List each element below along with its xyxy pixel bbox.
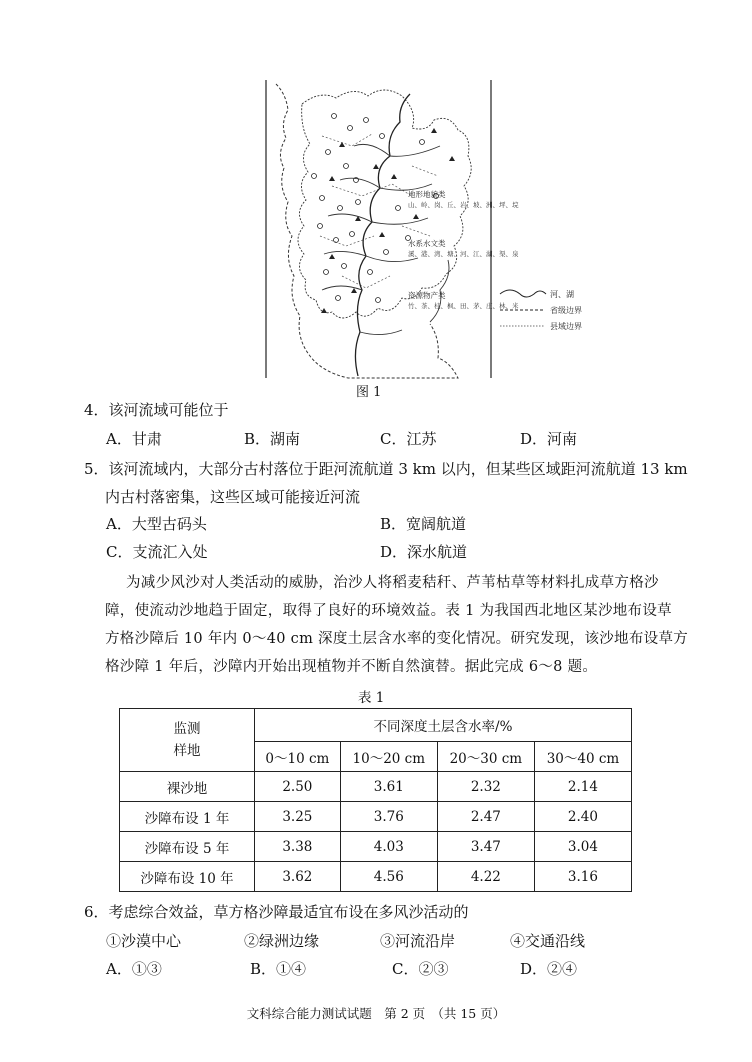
column-header: 20～30 cm [437, 742, 534, 772]
q6-item-1: ①沙漠中心 [106, 932, 182, 950]
q6-option-d: D．②④ [520, 960, 578, 978]
county-lines [320, 134, 438, 288]
row-header-line1: 监测 [173, 721, 201, 737]
q6-item-3: ③河流沿岸 [380, 932, 456, 950]
q6-stem: 6．考虑综合效益，草方格沙障最适宜布设在多风沙活动的 [84, 903, 469, 921]
q5-option-a: A．大型古码头 [106, 515, 207, 533]
legend-water-title: 水系水文类 [408, 239, 446, 248]
legend-county-label: 县域边界 [550, 322, 582, 331]
passage-line-2: 障，使流动沙地趋于固定，取得了良好的环境效益。表 1 为我国西北地区某沙地布设草 [105, 603, 672, 619]
figure-caption: 图 1 [356, 385, 382, 400]
q6-option-b: B．①④ [250, 960, 307, 978]
q4-option-a: A．甘肃 [106, 430, 162, 448]
triangle-markers [321, 128, 455, 313]
row-label: 沙障布设 1 年 [120, 802, 255, 832]
table-row [120, 832, 632, 862]
table-cell: 3.62 [255, 862, 341, 892]
row-header-cell [120, 709, 255, 772]
table-cell: 2.40 [534, 802, 631, 832]
row-label: 沙障布设 5 年 [120, 832, 255, 862]
q5-option-d: D．深水航道 [380, 543, 468, 561]
passage-line-4: 格沙障 1 年后，沙障内开始出现植物并不断自然演替。据此完成 6～8 题。 [105, 659, 598, 675]
q4-option-d: D．河南 [520, 430, 578, 448]
column-header: 10～20 cm [340, 742, 437, 772]
legend-water-items: 溪、港、湾、塘、河、江、湖、渠、泉 [408, 250, 519, 258]
legend-terrain-items: 山、岭、岗、丘、岩、坡、洲、坪、垸 [408, 201, 519, 209]
q5-stem-line2: 内古村落密集，这些区域可能接近河流 [105, 488, 361, 506]
q6-option-a: A．①③ [106, 960, 162, 978]
table-cell: 4.56 [340, 862, 437, 892]
table-cell: 3.04 [534, 832, 631, 862]
group-header: 不同深度土层含水率/% [255, 709, 632, 742]
legend-terrain-title: 地形地貌类 [408, 190, 446, 199]
table-cell: 3.16 [534, 862, 631, 892]
table-cell: 2.50 [255, 772, 341, 802]
table-cell: 2.14 [534, 772, 631, 802]
table-title: 表 1 [358, 690, 385, 706]
table-cell: 3.76 [340, 802, 437, 832]
column-header: 0～10 cm [255, 742, 341, 772]
table-cell: 4.03 [340, 832, 437, 862]
q6-item-2: ②绿洲边缘 [244, 932, 320, 950]
legend-province-label: 省级边界 [550, 306, 582, 315]
figure-1-map [262, 76, 592, 388]
legend-river-label: 河、湖 [550, 290, 574, 299]
table-cell: 4.22 [437, 862, 534, 892]
table-cell: 3.61 [340, 772, 437, 802]
column-header: 30～40 cm [534, 742, 631, 772]
q5-option-c: C．支流汇入处 [106, 543, 208, 561]
soil-moisture-table [119, 708, 632, 892]
table-cell: 3.38 [255, 832, 341, 862]
page-footer: 文科综合能力测试试题 第 2 页 （共 15 页） [246, 1006, 506, 1021]
row-header-line2: 样地 [173, 743, 201, 759]
table-cell: 3.47 [437, 832, 534, 862]
table-row [120, 862, 632, 892]
legend-resource-title: 资源物产类 [408, 291, 446, 300]
q4-option-b: B．湖南 [244, 430, 301, 448]
table-row [120, 802, 632, 832]
q4-stem: 4．该河流域可能位于 [84, 401, 229, 419]
q5-option-b: B．宽阔航道 [380, 515, 467, 533]
q6-item-4: ④交通沿线 [510, 932, 586, 950]
table-cell: 3.25 [255, 802, 341, 832]
q4-option-c: C．江苏 [380, 430, 437, 448]
passage-line-1: 为减少风沙对人类活动的威胁，治沙人将稻麦秸秆、芦苇枯草等材料扎成草方格沙 [126, 575, 659, 591]
table-row [120, 772, 632, 802]
row-label: 沙障布设 10 年 [120, 862, 255, 892]
legend-resource-items: 竹、茶、桂、枫、田、茅、庄、林、米 [408, 302, 519, 310]
row-label: 裸沙地 [120, 772, 255, 802]
q6-option-c: C．②③ [392, 960, 449, 978]
passage-line-3: 方格沙障后 10 年内 0～40 cm 深度土层含水率的变化情况。研究发现，该沙地布设草方 [105, 631, 689, 647]
q5-stem-line1: 5．该河流域内，大部分古村落位于距河流航道 3 km 以内，但某些区域距河流航道 13 km [84, 460, 688, 478]
legend-river-symbol [500, 290, 546, 297]
table-cell: 2.32 [437, 772, 534, 802]
table-cell: 2.47 [437, 802, 534, 832]
